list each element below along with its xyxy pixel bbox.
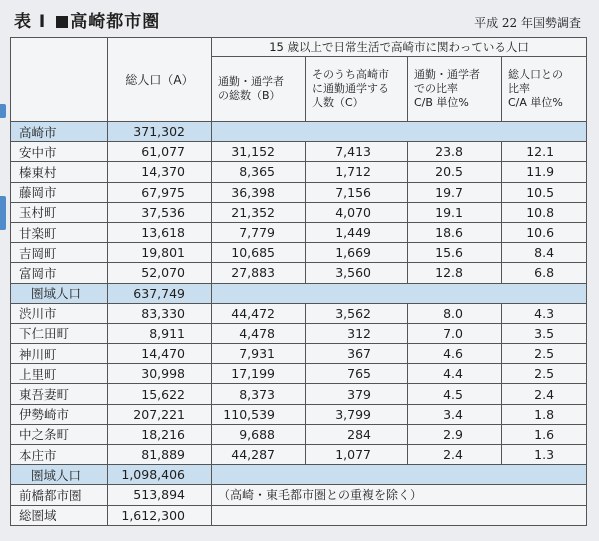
commuters-total-cell: 9,688 [212, 424, 306, 444]
row-name: 安中市 [11, 142, 108, 162]
row-name: 下仁田町 [11, 323, 108, 343]
commuters-total-cell: 44,287 [212, 445, 306, 465]
commuters-to-takasaki-cell: 1,669 [306, 243, 408, 263]
total-population-cell: 61,077 [108, 142, 212, 162]
total-population-cell: 14,470 [108, 344, 212, 364]
total-population-cell: 1,098,406 [108, 465, 212, 485]
ratio-ca-cell: 10.5 [502, 182, 587, 202]
ratio-ca-cell: 11.9 [502, 162, 587, 182]
table-row [11, 222, 587, 242]
commuters-to-takasaki-cell: 3,562 [306, 303, 408, 323]
commuters-total-cell: 44,472 [212, 303, 306, 323]
table-row [11, 465, 587, 485]
table-row [11, 162, 587, 182]
empty-cell [212, 505, 587, 525]
total-population-cell: 8,911 [108, 323, 212, 343]
ratio-ca-header: 総人口との 比率 C/A 単位% [502, 57, 587, 122]
ratio-ca-cell: 6.8 [502, 263, 587, 283]
commuters-total-cell: 8,373 [212, 384, 306, 404]
ratio-ca-cell: 1.8 [502, 404, 587, 424]
row-name: 本庄市 [11, 445, 108, 465]
table-row [11, 404, 587, 424]
table-label: 表 I [14, 12, 47, 32]
ratio-cb-cell: 2.4 [408, 445, 502, 465]
total-population-cell: 18,216 [108, 424, 212, 444]
commuters-total-cell: 31,152 [212, 142, 306, 162]
ratio-ca-cell: 2.5 [502, 344, 587, 364]
table-row [11, 283, 587, 303]
commuters-to-takasaki-cell: 4,070 [306, 202, 408, 222]
ratio-cb-cell: 18.6 [408, 222, 502, 242]
total-population-cell: 513,894 [108, 485, 212, 505]
ratio-cb-cell: 15.6 [408, 243, 502, 263]
empty-cell [212, 122, 587, 142]
title-text: 高崎都市圏 [70, 12, 161, 32]
table-row [11, 182, 587, 202]
table-row [11, 384, 587, 404]
header-row [11, 38, 587, 57]
commuters-total-cell: 4,478 [212, 323, 306, 343]
row-name: 圏域人口 [11, 283, 108, 303]
commuters-total-cell: 36,398 [212, 182, 306, 202]
source-note: 平成 22 年国勢調査 [474, 16, 581, 30]
table-row [11, 303, 587, 323]
row-name: 総圏域 [11, 505, 108, 525]
row-name: 榛東村 [11, 162, 108, 182]
commuters-total-cell: 110,539 [212, 404, 306, 424]
row-name: 甘楽町 [11, 222, 108, 242]
table-row [11, 344, 587, 364]
table-row [11, 122, 587, 142]
ratio-cb-cell: 20.5 [408, 162, 502, 182]
overlap-note: （高崎・東毛都市圏との重複を除く） [212, 485, 587, 505]
table-row [11, 364, 587, 384]
empty-cell [212, 283, 587, 303]
commuters-total-cell: 7,931 [212, 344, 306, 364]
ratio-ca-cell: 2.5 [502, 364, 587, 384]
row-name: 神川町 [11, 344, 108, 364]
table-row [11, 505, 587, 525]
table-row [11, 424, 587, 444]
ratio-cb-cell: 4.4 [408, 364, 502, 384]
total-population-cell: 81,889 [108, 445, 212, 465]
commuters-to-takasaki-cell: 765 [306, 364, 408, 384]
commuters-total-cell: 17,199 [212, 364, 306, 384]
header [0, 0, 599, 40]
total-population-cell: 1,612,300 [108, 505, 212, 525]
total-population-header: 総人口（A） [108, 38, 212, 122]
square-bullet-icon [56, 16, 68, 28]
commuters-to-takasaki-cell: 1,449 [306, 222, 408, 242]
ratio-cb-cell: 19.1 [408, 202, 502, 222]
commuters-total-header: 通勤・通学者 の総数（B） [212, 57, 306, 122]
ratio-ca-cell: 2.4 [502, 384, 587, 404]
row-name: 藤岡市 [11, 182, 108, 202]
ratio-cb-cell: 2.9 [408, 424, 502, 444]
commuters-total-cell: 27,883 [212, 263, 306, 283]
ratio-ca-cell: 10.6 [502, 222, 587, 242]
ratio-cb-header: 通勤・通学者 での比率 C/B 単位% [408, 57, 502, 122]
table-row [11, 485, 587, 505]
ratio-ca-cell: 12.1 [502, 142, 587, 162]
ratio-ca-cell: 4.3 [502, 303, 587, 323]
ratio-cb-cell: 8.0 [408, 303, 502, 323]
total-population-cell: 52,070 [108, 263, 212, 283]
total-population-cell: 30,998 [108, 364, 212, 384]
ratio-ca-cell: 1.3 [502, 445, 587, 465]
commuters-to-takasaki-cell: 1,077 [306, 445, 408, 465]
commuters-to-takasaki-cell: 7,156 [306, 182, 408, 202]
ratio-cb-cell: 7.0 [408, 323, 502, 343]
commuters-total-cell: 8,365 [212, 162, 306, 182]
table-row [11, 142, 587, 162]
table-row [11, 263, 587, 283]
table-row [11, 243, 587, 263]
ratio-cb-cell: 12.8 [408, 263, 502, 283]
row-name: 玉村町 [11, 202, 108, 222]
row-name: 高崎市 [11, 122, 108, 142]
commuters-to-takasaki-cell: 7,413 [306, 142, 408, 162]
row-name: 伊勢崎市 [11, 404, 108, 424]
commuters-total-cell: 7,779 [212, 222, 306, 242]
commuters-to-takasaki-cell: 312 [306, 323, 408, 343]
table-row [11, 323, 587, 343]
ratio-cb-cell: 4.5 [408, 384, 502, 404]
total-population-cell: 67,975 [108, 182, 212, 202]
ratio-ca-cell: 8.4 [502, 243, 587, 263]
row-name: 吉岡町 [11, 243, 108, 263]
name-column-header [11, 38, 108, 122]
ratio-ca-cell: 3.5 [502, 323, 587, 343]
table-title [14, 7, 160, 32]
total-population-cell: 14,370 [108, 162, 212, 182]
row-name: 圏域人口 [11, 465, 108, 485]
page-edge-tab [0, 104, 6, 118]
empty-cell [212, 465, 587, 485]
total-population-cell: 13,618 [108, 222, 212, 242]
row-name: 中之条町 [11, 424, 108, 444]
ratio-cb-cell: 4.6 [408, 344, 502, 364]
table-row [11, 202, 587, 222]
row-name: 富岡市 [11, 263, 108, 283]
commuters-to-takasaki-cell: 379 [306, 384, 408, 404]
commuters-to-takasaki-header: そのうち高崎市 に通勤通学する 人数（C） [306, 57, 408, 122]
total-population-cell: 83,330 [108, 303, 212, 323]
commuters-to-takasaki-cell: 284 [306, 424, 408, 444]
ratio-cb-cell: 19.7 [408, 182, 502, 202]
commuters-to-takasaki-cell: 1,712 [306, 162, 408, 182]
row-name: 東吾妻町 [11, 384, 108, 404]
table-row [11, 445, 587, 465]
page-edge-tab [0, 196, 6, 230]
total-population-cell: 15,622 [108, 384, 212, 404]
ratio-ca-cell: 10.8 [502, 202, 587, 222]
ratio-cb-cell: 23.8 [408, 142, 502, 162]
row-name: 上里町 [11, 364, 108, 384]
total-population-cell: 207,221 [108, 404, 212, 424]
total-population-cell: 371,302 [108, 122, 212, 142]
ratio-cb-cell: 3.4 [408, 404, 502, 424]
commuters-to-takasaki-cell: 367 [306, 344, 408, 364]
commuters-to-takasaki-cell: 3,560 [306, 263, 408, 283]
group-header: 15 歳以上で日常生活で高崎市に関わっている人口 [212, 38, 587, 57]
commuters-total-cell: 10,685 [212, 243, 306, 263]
commuters-total-cell: 21,352 [212, 202, 306, 222]
ratio-ca-cell: 1.6 [502, 424, 587, 444]
total-population-cell: 19,801 [108, 243, 212, 263]
total-population-cell: 637,749 [108, 283, 212, 303]
row-name: 前橋都市圏 [11, 485, 108, 505]
population-table [10, 37, 587, 526]
row-name: 渋川市 [11, 303, 108, 323]
commuters-to-takasaki-cell: 3,799 [306, 404, 408, 424]
total-population-cell: 37,536 [108, 202, 212, 222]
